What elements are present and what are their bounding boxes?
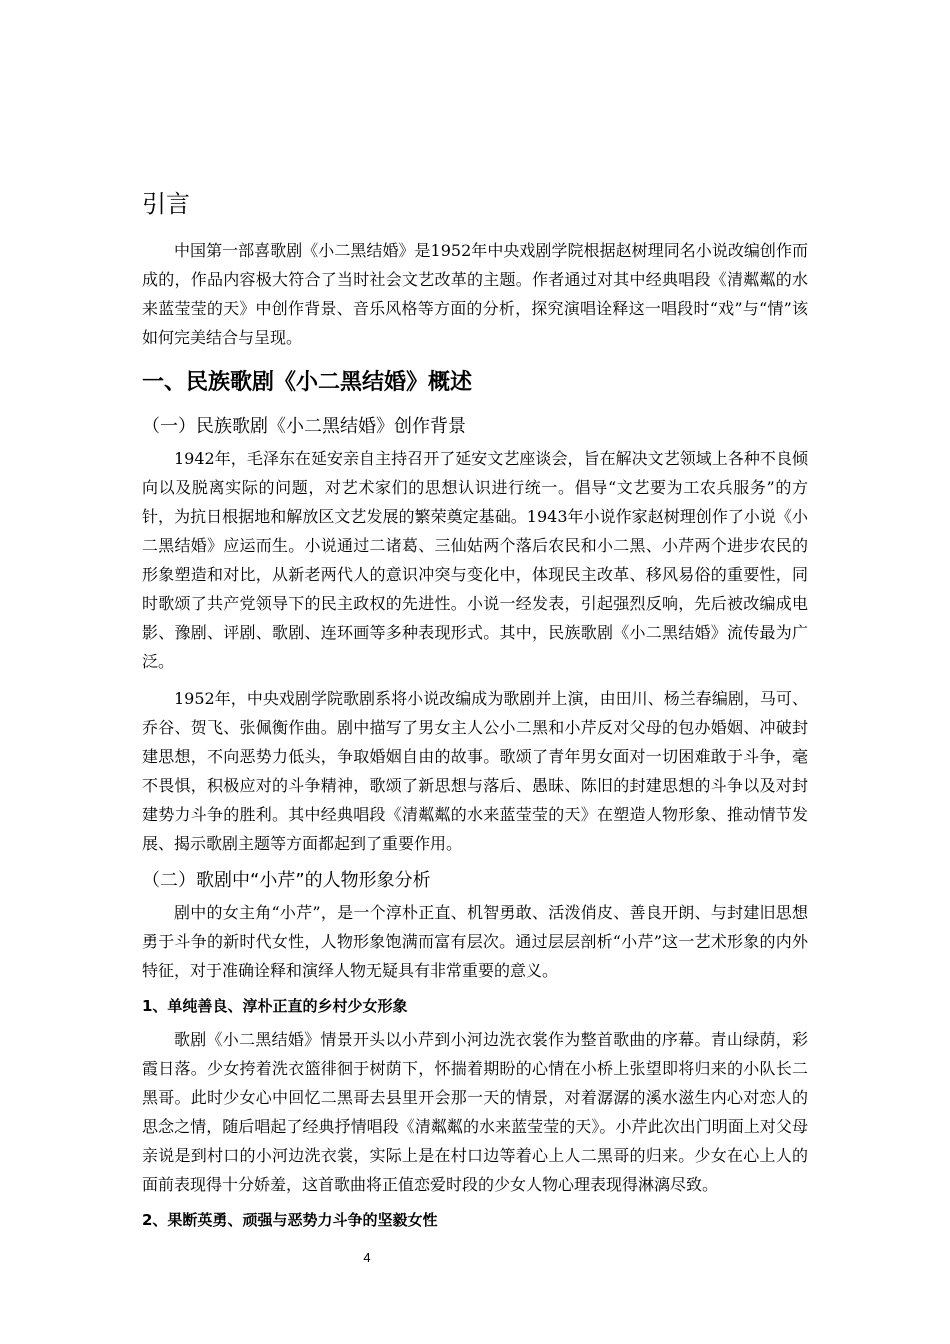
section-1-heading: 一、民族歌剧《小二黑结婚》概述 — [142, 370, 473, 395]
subsection-2-heading: （二）歌剧中“小芹”的人物形象分析 — [142, 870, 431, 891]
intro-title: 引言 — [142, 190, 190, 218]
intro-paragraph: 中国第一部喜歌剧《小二黑结婚》是1952年中央戏剧学院根据赵树理同名小说改编创作而成的，作品内容极大符合了当时社会文艺改革的主题。作者通过对其中经典唱段《清粼粼的水来蓝莹莹的天》中创作背景、音乐风格等方面的分析，探究演唱诠释这一唱段时“戏”与“情”该如何完美结合与呈现。 — [142, 241, 808, 347]
body-paragraph: 1952年，中央戏剧学院歌剧系将小说改编成为歌剧并上演，由田川、杨兰春编剧，马可、乔谷、贺飞、张佩衡作曲。剧中描写了男女主人公小二黑和小芹反对父母的包办婚姻、冲破封建思想，不向恶势力低头，争取婚姻自由的故事。歌颂了青年男女面对一切困难敢于斗争，毫不畏惧，积极应对的斗争精神，歌颂了新思想与落后、愚昧、陈旧的封建思想的斗争以及对封建势力斗争的胜利。其中经典唱段《清粼粼的水来蓝莹莹的天》在塑造人物形象、推动情节发展、揭示歌剧主题等方面都起到了重要作用。 — [142, 689, 808, 853]
body-paragraph: 剧中的女主角“小芹”，是一个淳朴正直、机智勇敢、活泼俏皮、善良开朗、与封建旧思想勇于斗争的新时代女性，人物形象饱满而富有层次。通过层层剖析“小芹”这一艺术形象的内外特征，对于准确诠释和演绎人物无疑具有非常重要的意义。 — [142, 903, 808, 980]
page-number: 4 — [363, 1250, 371, 1265]
point-1-heading: 1、单纯善良、淳朴正直的乡村少女形象 — [142, 997, 408, 1015]
body-paragraph: 1942年，毛泽东在延安亲自主持召开了延安文艺座谈会，旨在解决文艺领域上各种不良倾向以及脱离实际的问题，对艺术家们的思想认识进行统一。倡导“文艺要为工农兵服务”的方针，为抗日根据地和解放区文艺发展的繁荣奠定基础。1943年小说作家赵树理创作了小说《小二黑结婚》应运而生。小说通过二诸葛、三仙姑两个落后农民和小二黑、小芹两个进步农民的形象塑造和对比，从新老两代人的意识冲突与变化中，体现民主改革、移风易俗的重要性，同时歌颂了共产党领导下的民主政权的先进性。小说一经发表，引起强烈反响，先后被改编成电影、豫剧、评剧、歌剧、连环画等多种表现形式。其中，民族歌剧《小二黑结婚》流传最为广泛。 — [142, 449, 808, 671]
subsection-1-heading: （一）民族歌剧《小二黑结婚》创作背景 — [142, 416, 466, 437]
point-2-heading: 2、果断英勇、顽强与恶势力斗争的坚毅女性 — [142, 1211, 438, 1229]
page-content — [142, 186, 808, 1239]
body-paragraph: 歌剧《小二黑结婚》情景开头以小芹到小河边洗衣裳作为整首歌曲的序幕。青山绿荫，彩霞日落。少女挎着洗衣篮徘徊于树荫下，怀揣着期盼的心情在小桥上张望即将归来的小队长二黑哥。此时少女心中回忆二黑哥去县里开会那一天的情景，对着潺潺的溪水滋生内心对恋人的思念之情，随后唱起了经典抒情唱段《清粼粼的水来蓝莹莹的天》。小芹此次出门明面上对父母亲说是到村口的小河边洗衣裳，实际上是在村口边等着心上人二黑哥的归来。少女在心上人的面前表现得十分娇羞，这首歌曲将正值恋爱时段的少女人物心理表现得淋漓尽致。 — [142, 1030, 808, 1194]
